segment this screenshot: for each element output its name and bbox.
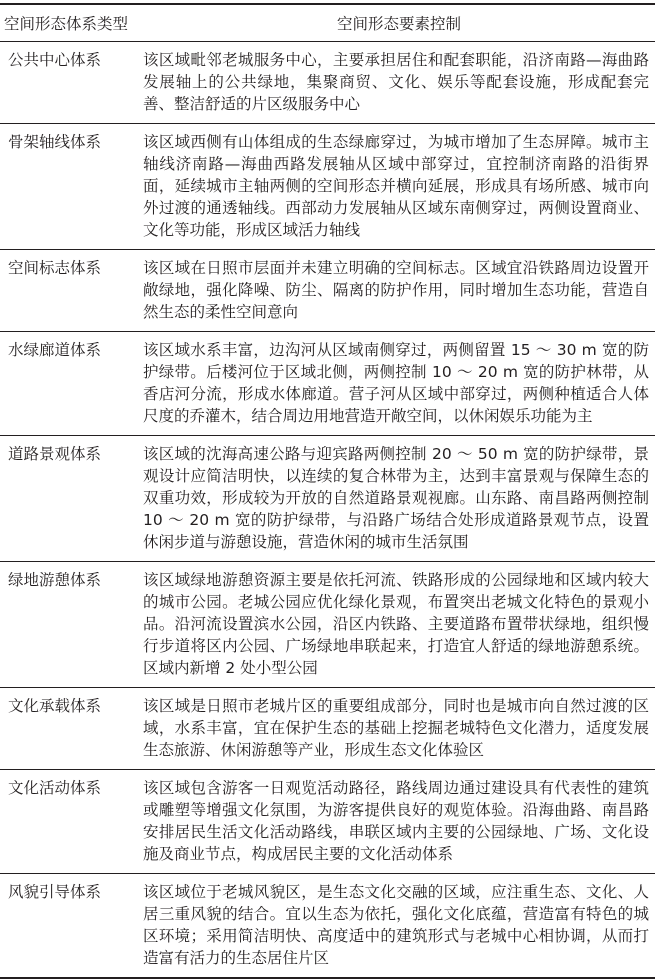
spatial-form-table xyxy=(0,3,655,979)
row-description: 该区域是日照市老城片区的重要组成部分，同时也是城市向自然过渡的区域，水系丰富，宜在保护生态的基础上挖掘老城特色文化潜力，适度发展生态旅游、休闲游憩等产业，形成生态文化体验区 xyxy=(143,688,655,770)
row-description: 该区域水系丰富，边沟河从区域南侧穿过，两侧留置 15 ～ 30 m 宽的防护绿带。后楼河位于区域北侧，两侧控制 10 ～ 20 m 宽的防护林带，从香店河分流，形成水体廊道。营子河从区域中部穿过，两侧种植适合人体尺度的乔灌木，结合周边用地营造开敞空间，以休闲娱乐功能为主 xyxy=(143,332,655,436)
row-type: 空间标志体系 xyxy=(0,250,143,332)
table-row xyxy=(0,250,655,332)
table-row xyxy=(0,42,655,124)
header-row xyxy=(0,4,655,42)
table-row xyxy=(0,124,655,250)
table-row xyxy=(0,562,655,688)
row-description: 该区域包含游客一日观览活动路径，路线周边通过建设具有代表性的建筑或雕塑等增强文化氛围，为游客提供良好的观览体验。沿海曲路、南昌路安排居民生活文化活动路线，串联区域内主要的公园绿地、广场、文化设施及商业节点，构成居民主要的文化活动体系 xyxy=(143,770,655,874)
row-type: 文化活动体系 xyxy=(0,770,143,874)
row-type: 风貌引导体系 xyxy=(0,874,143,979)
row-description: 该区域西侧有山体组成的生态绿廊穿过，为城市增加了生态屏障。城市主轴线济南路—海曲西路发展轴从区域中部穿过，宜控制济南路的沿街界面，延续城市主轴两侧的空间形态并横向延展，形成具有场所感、城市向外过渡的通透轴线。西部动力发展轴从区域东南侧穿过，两侧设置商业、文化等功能，形成区域活力轴线 xyxy=(143,124,655,250)
header-control: 空间形态要素控制 xyxy=(143,4,655,42)
row-description: 该区域的沈海高速公路与迎宾路两侧控制 20 ～ 50 m 宽的防护绿带，景观设计应简洁明快，以连续的复合林带为主，达到丰富景观与保障生态的双重功效，形成较为开放的自然道路景观视廊。山东路、南昌路两侧控制 10 ～ 20 m 宽的防护绿带，与沿路广场结合处形成道路景观节点，设置休闲步道与游憩设施，营造休闲的城市生活氛围 xyxy=(143,436,655,562)
table-row xyxy=(0,688,655,770)
row-description: 该区域绿地游憩资源主要是依托河流、铁路形成的公园绿地和区域内较大的城市公园。老城公园应优化绿化景观，布置突出老城文化特色的景观小品。沿河流设置滨水公园，沿区内铁路、主要道路布置带状绿地，组织慢行步道将区内公园、广场绿地串联起来，打造宜人舒适的绿地游憩系统。区域内新增 2 处小型公园 xyxy=(143,562,655,688)
row-type: 骨架轴线体系 xyxy=(0,124,143,250)
row-type: 公共中心体系 xyxy=(0,42,143,124)
table-row xyxy=(0,332,655,436)
table-row xyxy=(0,770,655,874)
row-type: 文化承载体系 xyxy=(0,688,143,770)
table-row xyxy=(0,874,655,979)
row-type: 道路景观体系 xyxy=(0,436,143,562)
row-description: 该区域在日照市层面并未建立明确的空间标志。区域宜沿铁路周边设置开敞绿地，强化降噪、防尘、隔离的防护作用，同时增加生态功能，营造自然生态的柔性空间意向 xyxy=(143,250,655,332)
table-header xyxy=(0,4,655,42)
row-description: 该区域毗邻老城服务中心，主要承担居住和配套职能，沿济南路—海曲路发展轴上的公共绿地，集聚商贸、文化、娱乐等配套设施，形成配套完善、整洁舒适的片区级服务中心 xyxy=(143,42,655,124)
header-type: 空间形态体系类型 xyxy=(0,4,143,42)
row-description: 该区域位于老城风貌区，是生态文化交融的区域，应注重生态、文化、人居三重风貌的结合。宜以生态为依托，强化文化底蕴，营造富有特色的城区环境；采用简洁明快、高度适中的建筑形式与老城中心相协调，从而打造富有活力的生态居住片区 xyxy=(143,874,655,979)
table-row xyxy=(0,436,655,562)
row-type: 水绿廊道体系 xyxy=(0,332,143,436)
table-body xyxy=(0,42,655,979)
row-type: 绿地游憩体系 xyxy=(0,562,143,688)
